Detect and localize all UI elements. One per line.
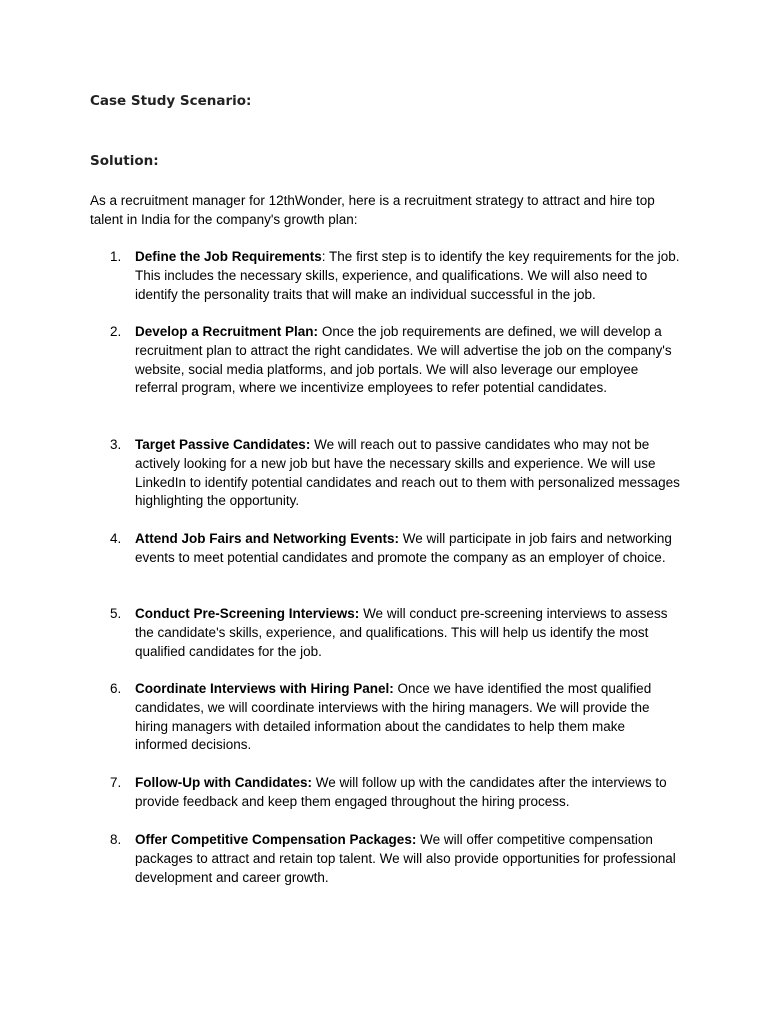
step-description (135, 530, 680, 568)
step-description (135, 323, 680, 398)
step-body: We will participate in job fairs and networking events to meet potential candidates and promote the company as an employer of choice. (135, 531, 672, 565)
step-number: 7. (110, 775, 122, 790)
step-title: Attend Job Fairs and Networking Events: (135, 531, 400, 546)
step-description (135, 605, 680, 661)
step-body: We will reach out to passive candidates who may not be actively looking for a new job but have the necessary skills and experience. We will use LinkedIn to identify potential candidates and reach out to them with personalized messages highlighting the opportunity. (135, 437, 680, 509)
step-number: 5. (110, 606, 122, 621)
step-title: Coordinate Interviews with Hiring Panel: (135, 681, 394, 696)
step-number: 4. (110, 531, 122, 546)
step-title: Offer Competitive Compensation Packages: (135, 832, 417, 847)
step-body: We will offer competitive compensation packages to attract and retain top talent. We will also provide opportunities for professional development and career growth. (135, 832, 676, 885)
step-title: Define the Job Requirements (135, 249, 322, 264)
step-number: 8. (110, 832, 122, 847)
step-description (135, 248, 680, 304)
step-description (135, 680, 680, 755)
case-study-heading: Case Study Scenario: (90, 93, 252, 109)
step-title: Develop a Recruitment Plan: (135, 324, 319, 339)
step-title: Target Passive Candidates: (135, 437, 311, 452)
step-body: Once the job requirements are defined, we will develop a recruitment plan to attract the right candidates. We will advertise the job on the company's website, social media platforms, and job portals. We will also leverage our employee referral program, where we incentivize employees to refer potential candidates. (135, 324, 672, 396)
step-body: We will follow up with the candidates after the interviews to provide feedback and keep them engaged throughout the hiring process. (135, 775, 667, 809)
step-number: 3. (110, 437, 122, 452)
step-body: : The first step is to identify the key requirements for the job. This includes the necessary skills, experience, and qualifications. We will also need to identify the personality traits that will make an individual successful in the job. (135, 249, 680, 302)
step-number: 1. (110, 249, 122, 264)
step-description (135, 436, 680, 511)
step-number: 6. (110, 681, 122, 696)
step-body: We will conduct pre-screening interviews to assess the candidate's skills, experience, and qualifications. This will help us identify the most qualified candidates for the job. (135, 606, 668, 659)
step-description (135, 774, 680, 812)
intro-paragraph: As a recruitment manager for 12thWonder, here is a recruitment strategy to attract and hire top talent in India for the company's growth plan: (90, 193, 655, 227)
step-title: Conduct Pre-Screening Interviews: (135, 606, 360, 621)
step-title: Follow-Up with Candidates: (135, 775, 312, 790)
step-number: 2. (110, 324, 122, 339)
step-description (135, 831, 680, 887)
solution-heading: Solution: (90, 153, 159, 169)
step-body: Once we have identified the most qualified candidates, we will coordinate interviews with the hiring managers. We will provide the hiring managers with detailed information about the candidates to help them make informed decisions. (135, 681, 652, 753)
